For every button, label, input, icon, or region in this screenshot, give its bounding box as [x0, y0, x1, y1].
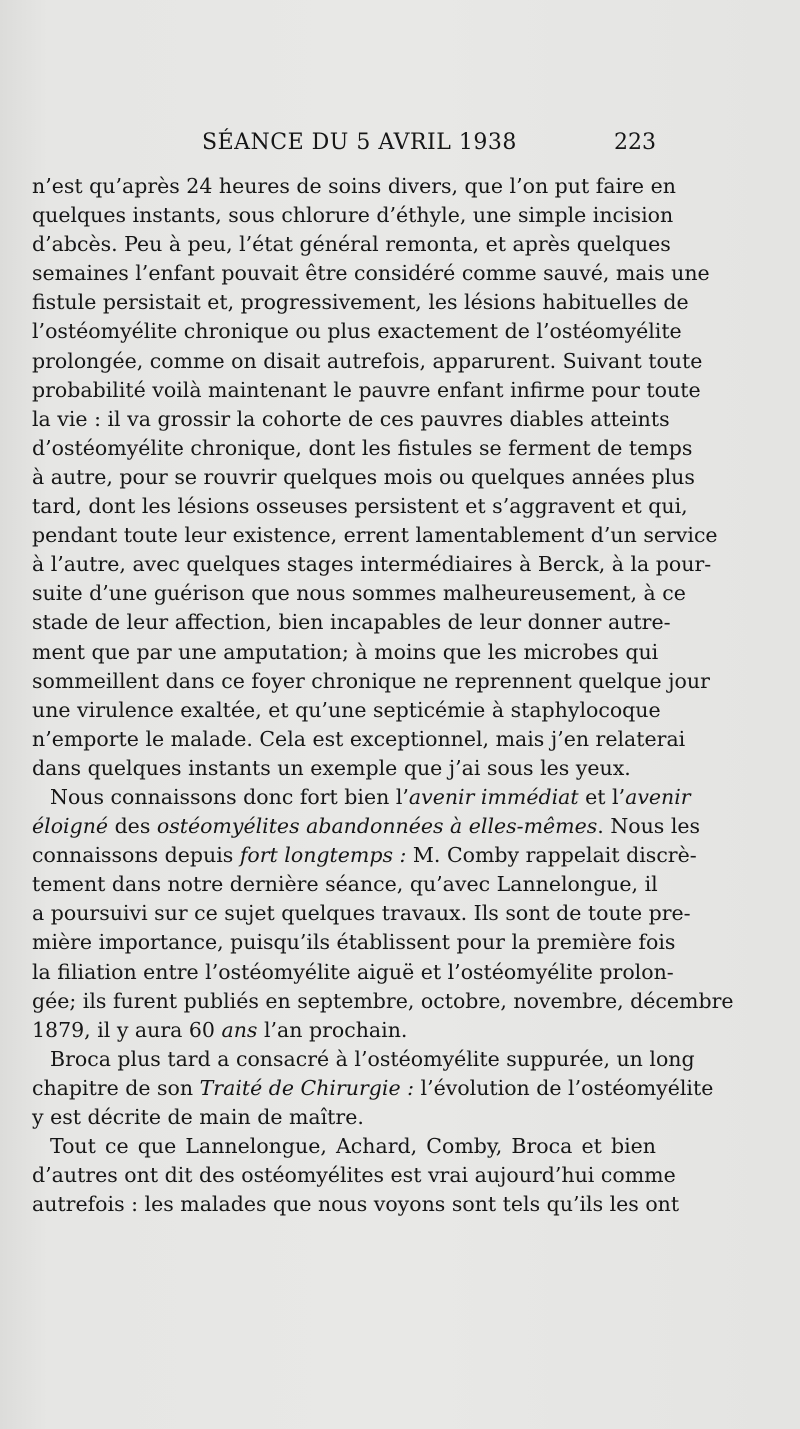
text-line: semaines l’enfant pouvait être considéré comme sauvé, mais une — [32, 261, 710, 286]
text-line: prolongée, comme on disait autrefois, apparurent. Suivant toute — [32, 348, 703, 373]
text-line: à l’autre, avec quelques stages intermédiaires à Berck, à la pour- — [32, 552, 712, 577]
page-header — [32, 128, 656, 158]
text-line: une virulence exaltée, et qu’une septicémie à staphylocoque — [32, 697, 661, 722]
italic-phrase: éloigné — [32, 814, 109, 839]
text-run: 1879, il y aura 60 — [32, 1017, 222, 1042]
text-line — [32, 1074, 714, 1103]
text-line: d’ostéomyélite chronique, dont les fistules se ferment de temps — [32, 435, 693, 460]
italic-phrase: fort longtemps : — [239, 843, 407, 868]
text-line: gée; ils furent publiés en septembre, octobre, novembre, décembre — [32, 988, 734, 1013]
text-line: dans quelques instants un exemple que j’ai sous les yeux. — [32, 755, 631, 780]
italic-phrase: avenir — [625, 784, 691, 809]
text-line: fistule persistait et, progressivement, les lésions habituelles de — [32, 290, 689, 315]
text-line: la filiation entre l’ostéomyélite aiguë et l’ostéomyélite prolon- — [32, 959, 674, 984]
text-run: connaissons depuis — [32, 843, 240, 868]
italic-phrase: Traité de Chirurgie : — [199, 1075, 415, 1100]
text-line: sommeillent dans ce foyer chronique ne reprennent quelque jour — [32, 668, 710, 693]
italic-phrase: avenir immédiat — [408, 784, 579, 809]
italic-phrase: ans — [221, 1017, 258, 1042]
page-number: 223 — [614, 130, 656, 155]
paragraph-3 — [32, 1045, 714, 1132]
text-run: et l’ — [578, 784, 626, 809]
text-line: Broca plus tard a consacré à l’ostéomyélite suppurée, un long — [50, 1046, 695, 1071]
text-line: quelques instants, sous chlorure d’éthyle, une simple incision — [32, 203, 674, 228]
text-line: suite d’une guérison que nous sommes malheureusement, à ce — [32, 581, 686, 606]
text-run: des — [108, 814, 157, 839]
text-run: Nous connaissons donc fort bien l’ — [50, 784, 409, 809]
paragraph-4 — [32, 1132, 680, 1219]
text-line: tard, dont les lésions osseuses persistent et s’aggravent et qui, — [32, 494, 688, 519]
text-run: M. Comby rappelait discrè- — [406, 843, 697, 868]
text-line — [32, 783, 691, 812]
text-run: l’an prochain. — [257, 1017, 408, 1042]
text-line: pendant toute leur existence, errent lamentablement d’un service — [32, 523, 718, 548]
text-line: probabilité voilà maintenant le pauvre enfant infirme pour toute — [32, 377, 701, 402]
text-line: tement dans notre dernière séance, qu’avec Lannelongue, il — [32, 872, 658, 897]
text-line — [32, 812, 701, 841]
text-line: autrefois : les malades que nous voyons sont tels qu’ils les ont — [32, 1192, 680, 1217]
running-head: SÉANCE DU 5 AVRIL 1938 — [202, 130, 517, 155]
text-line: n’est qu’après 24 heures de soins divers, que l’on put faire en — [32, 174, 676, 198]
text-line: la vie : il va grossir la cohorte de ces pauvres diables atteints — [32, 406, 670, 431]
text-line: y est décrite de main de maître. — [32, 1105, 364, 1129]
text-line: a poursuivi sur ce sujet quelques travaux. Ils sont de toute pre- — [32, 901, 691, 926]
body-text — [32, 172, 734, 1219]
text-line — [32, 841, 697, 870]
paragraph-2 — [32, 783, 734, 1045]
text-run: l’évolution de l’ostéomyélite — [414, 1075, 714, 1100]
text-line: l’ostéomyélite chronique ou plus exactement de l’ostéomyélite — [32, 319, 682, 344]
text-line: d’autres ont dit des ostéomyélites est vrai aujourd’hui comme — [32, 1163, 676, 1188]
text-line: mière importance, puisqu’ils établissent pour la première fois — [32, 930, 676, 955]
text-line: ment que par une amputation; à moins que les microbes qui — [32, 639, 659, 664]
text-line: n’emporte le malade. Cela est exceptionnel, mais j’en relaterai — [32, 726, 686, 751]
text-run: chapitre de son — [32, 1075, 200, 1100]
text-line: d’abcès. Peu à peu, l’état général remonta, et après quelques — [32, 232, 671, 257]
text-line: Tout ce que Lannelongue, Achard, Comby, Broca et bien — [50, 1134, 656, 1159]
text-run: . Nous les — [597, 814, 701, 839]
paragraph-1 — [32, 172, 718, 783]
text-line: stade de leur affection, bien incapables de leur donner autre- — [32, 610, 671, 635]
italic-phrase: ostéomyélites abandonnées à elles-mêmes — [156, 814, 598, 839]
text-line: à autre, pour se rouvrir quelques mois ou quelques années plus — [32, 464, 695, 489]
text-line — [32, 1016, 656, 1045]
